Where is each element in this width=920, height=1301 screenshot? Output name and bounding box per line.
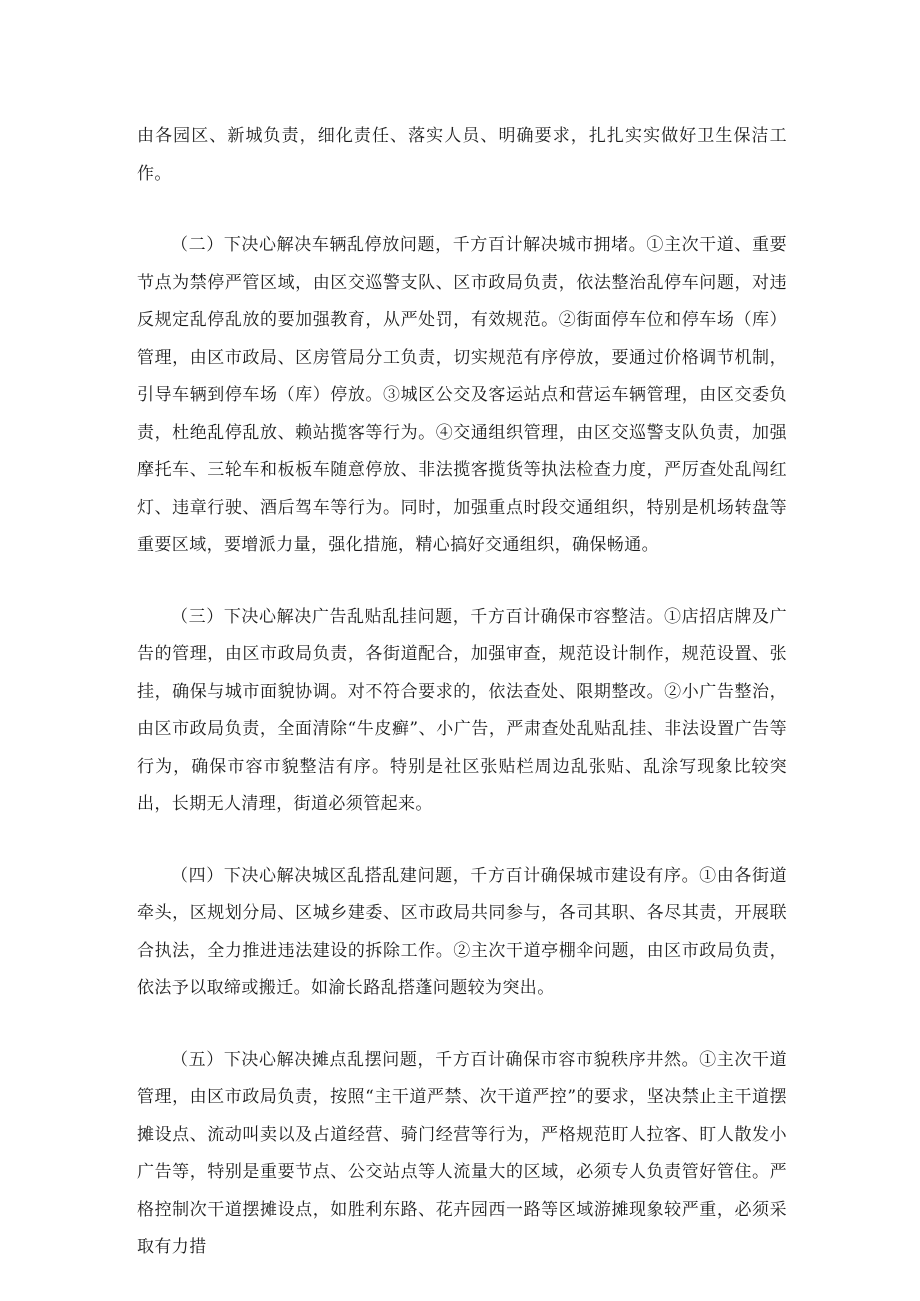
paragraph-section-two: （二）下决心解决车辆乱停放问题，千方百计解决城市拥堵。①主次干道、重要节点为禁停严管区域，由区交巡警支队、区市政局负责，依法整治乱停车问题，对违反规定乱停乱放的要加强教育，从严处罚，有效规范。②街面停车位和停车场（库）管理，由区市政局、区房管局分工负责，切实规范有序停放，要通过价格调节机制，引导车辆到停车场（库）停放。③城区公交及客运站点和营运车辆管理，由区交委负责，杜绝乱停乱放、赖站揽客等行为。④交通组织管理，由区交巡警支队负责，加强摩托车、三轮车和板板车随意停放、非法揽客揽货等执法检查力度，严厉查处乱闯红灯、违章行驶、酒后驾车等行为。同时，加强重点时段交通组织，特别是机场转盘等重要区域，要增派力量，强化措施，精心搞好交通组织，确保畅通。 bbox=[137, 235, 787, 555]
paragraph-section-five: （五）下决心解决摊点乱摆问题，千方百计确保市容市貌秩序井然。①主次干道管理，由区市政局负责，按照“主干道严禁、次干道严控”的要求，坚决禁止主干道摆摊设点、流动叫卖以及占道经营、骑门经营等行为，严格规范盯人拉客、盯人散发小广告等，特别是重要节点、公交站点等人流量大的区域，必须专人负责管好管住。严格控制次干道摆摊设点，如胜利东路、花卉园西一路等区域游摊现象较严重，必须采取有力措 bbox=[137, 1049, 787, 1257]
paragraph-section-four: （四）下决心解决城区乱搭乱建问题，千方百计确保城市建设有序。①由各街道牵头，区规划分局、区城乡建委、区市政局共同参与，各司其职、各尽其责，开展联合执法，全力推进违法建设的拆除工作。②主次干道亭棚伞问题，由区市政局负责，依法予以取缔或搬迁。如渝长路乱搭蓬问题较为突出。 bbox=[137, 865, 787, 998]
paragraph-section-three: （三）下决心解决广告乱贴乱挂问题，千方百计确保市容整洁。①店招店牌及广告的管理，由区市政局负责，各街道配合，加强审查，规范设计制作，规范设置、张挂，确保与城市面貌协调。对不符合要求的，依法查处、限期整改。②小广告整治，由区市政局负责，全面清除“牛皮癣”、小广告，严肃查处乱贴乱挂、非法设置广告等行为，确保市容市貌整洁有序。特别是社区张贴栏周边乱张贴、乱涂写现象比较突出，长期无人清理，街道必须管起来。 bbox=[137, 606, 787, 814]
paragraph-continuation: 由各园区、新城负责，细化责任、落实人员、明确要求，扎扎实实做好卫生保洁工作。 bbox=[137, 126, 787, 184]
document-body bbox=[137, 118, 787, 1301]
